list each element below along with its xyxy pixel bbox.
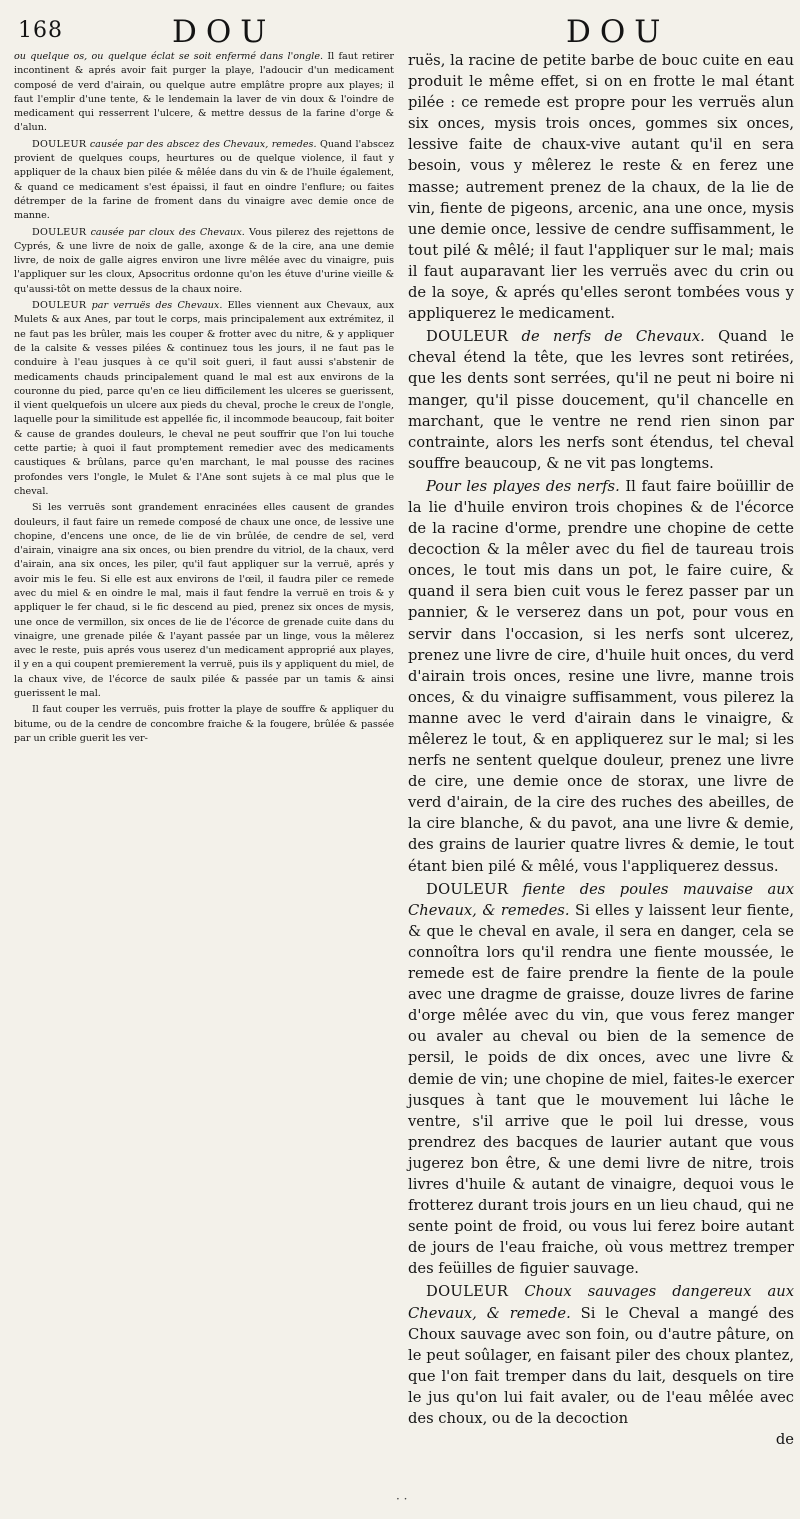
entry-heading: DOULEUR bbox=[426, 880, 509, 898]
paragraph-text: Il faut faire boüillir de la lie d'huile environ trois chopines & de l'écorce de la racine d'orme, prendre une chopine de cette decoction & la mêler avec du fiel de taureau trois onces, le tout mis dans un pot, le faire cuire, & quand il sera bien cuit vous le ferez passer par un pannier, & le verserez dans un pot, pour vous en servir dans l'occasion, si les nerfs sont ulcerez, prenez une livre de cire, d'huile huit onces, du verd d'airain trois onces, resine une livre, manne trois onces, & du vinaigre suffisamment, vous pilerez la manne avec le verd d'airain dans le vinaigre, & mêlerez le tout, & en appliquerez sur le mal; si les nerfs ne sentent quelque douleur, prenez une livre de cire, une demie once de storax, une livre de verd d'airain, de la cire des ruches des abeilles, de la cire blanche, & du pavot, ana une livre & demie, des grains de laurier quatre livres & demie, le tout étant bien pilé & mêlé, vous l'appliquerez dessus. bbox=[408, 477, 794, 875]
paragraph: Si les verruës sont grandement enracinées elles causent de grandes douleurs, il faut faire un remede composé de chaux une once, de lessive une chopine, d'encens une once, de lie de vin brûlée, de cendre de sel, verd d'airain, vinaigre ana six onces, ou bien prendre du vitriol, de la chaux, verd d'airain, ana six onces, les piler, qu'il faut appliquer sur la verruë, aprés y avoir mis le feu. Si elle est aux environs de l'œil, il faudra piler ce remede avec du miel & en oindre le mal, mais il faut fendre la verruë en trois & y appliquer le fer chaud, si le fic descend au pied, prenez six onces de mysis, une once de vermillon, six onces de lie de l'écorce de grenade cuite dans du vinaigre, une grenade pilée & l'ayant passée par un linge, vous la mêlerez avec le reste, puis aprés vous userez d'un medicament approprié aux playes, il y en a qui coupent premierement la verruë, puis ils y appliquent du miel, de la chaux vive, de l'écorce de saulx pilée & passée par un tamis & ainsi guerissent le mal. bbox=[14, 502, 394, 700]
paragraph bbox=[408, 476, 794, 877]
paragraph: Il faut couper les verruës, puis frotter la playe de souffre & appliquer du bitume, ou de la cendre de concombre fraiche & la fougere, brûlée & passée par un crible guerit les ver- bbox=[14, 704, 394, 744]
paragraph: ruës, la racine de petite barbe de bouc cuite en eau produit le même effet, si on en frotte le mal étant pilée : ce remede est propre pour les verruës alun six onces, mysis trois onces, gommes six onces, lessive faite de chaux-vive autant qu'il en sera besoin, vous y mêlerez le reste & en ferez une masse; autrement prenez de la chaux, de la lie de vin, fiente de pigeons, arcenic, ana une once, mysis une demie once, lessive de cendre suffisamment, le tout pilé & mêlé; il faut l'appliquer sur le mal; mais il faut auparavant lier les verruës avec du crin ou de la soye, & aprés qu'elles seront tombées vous y appliquerez le medicament. bbox=[408, 52, 794, 323]
entry-subheading: Choux sauvages dangereux aux Chevaux, & remede. bbox=[408, 1283, 794, 1322]
entry-text: Si le Cheval a mangé des Choux sauvage avec son foin, ou d'autre pâture, on le peut soûlager, en faisant piler des choux plantez, que l'on fait tremper dans du lait, desquels on tire le jus qu'on lui fait avaler, ou de l'eau mêlée avec des choux, ou de la decoction bbox=[408, 1304, 794, 1427]
entry-heading: DOULEUR bbox=[32, 300, 87, 312]
entry-subheading: de nerfs de Chevaux. bbox=[508, 328, 705, 346]
right-column bbox=[408, 50, 794, 1450]
text-columns bbox=[14, 50, 794, 1450]
running-head-right: DOU bbox=[566, 14, 670, 50]
entry-heading: DOULEUR bbox=[32, 226, 87, 238]
entry-paragraph bbox=[408, 879, 794, 1280]
entry-paragraph bbox=[14, 138, 394, 224]
catchword: de bbox=[775, 1431, 794, 1449]
entry-heading: DOULEUR bbox=[426, 1283, 509, 1301]
paragraph-lead: Pour les playes des nerfs. bbox=[426, 477, 620, 495]
entry-paragraph bbox=[408, 1281, 794, 1429]
entry-text: Quand l'abscez provient de quelques coups, heurtures ou de quelque violence, il faut y appliquer de la chaux bien pilée & mêlée dans du vin & de l'huile également, & quand ce medicament s'est épaissi, il faut en oindre l'enflure; ou faites détremper de la farine de froment dans du vinaigre avec demie once de manne. bbox=[14, 138, 395, 222]
entry-text: Quand le cheval étend la tête, que les levres sont retirées, que les dents sont serrées, qu'il ne peut ni boire ni manger, qu'il pisse doucement, qu'il chancelle en marchant, que le ventre ne rend rien sinon par contrainte, alors les nerfs sont étendus, tel cheval souffre beaucoup, & ne vit pas longtems. bbox=[408, 328, 794, 472]
entry-paragraph bbox=[14, 226, 394, 297]
entry-text: Vous pilerez des rejettons de Cyprés, & une livre de noix de galle, axonge & de la cire, ana une demie livre, de noix de galle aigres environ une livre mêlée avec du vinaigre, puis l'appliquer sur les cloux, Apsocritus ordonne qu'on les étuve d'urine vieille & qu'aussi-tôt on mette dessus de la chaux noire. bbox=[14, 226, 394, 295]
paragraph bbox=[14, 50, 394, 136]
left-column bbox=[14, 50, 394, 1450]
entry-paragraph bbox=[408, 326, 794, 474]
running-head-left: DOU bbox=[172, 14, 276, 50]
footer-mark: · · bbox=[396, 1492, 408, 1506]
entry-text: Si elles y laissent leur fiente, & que le cheval en avale, il sera en danger, cela se connoîtra lors qu'il rendra une fiente moussée, le remede est de faire prendre la fiente de la poule avec une dragme de graisse, douze livres de farine d'orge mêlée avec du vin, que vous ferez manger ou avaler au cheval ou bien de la semence de persil, le poids de dix onces, avec une livre & demie de vin; une chopine de miel, faites-le exercer jusques à tant que le mouvement lui lâche le ventre, s'il arrive que le poil lui dresse, vous prendrez des bacques de laurier autant que vous jugerez bon être, & une demi livre de nitre, trois livres d'huile & autant de vinaigre, dequoi vous le frotterez durant trois jours en un lieu chaud, qui ne sente point de froid, ou vous lui ferez boire autant de jours de l'eau fraiche, où vous mettrez tremper des feüilles de figuier sauvage. bbox=[408, 901, 795, 1278]
entry-heading: DOULEUR bbox=[32, 138, 87, 150]
entry-subheading: fiente des poules mauvaise aux Chevaux, & remedes. bbox=[408, 880, 794, 919]
page-number: 168 bbox=[18, 18, 63, 43]
paragraph-lead: ou quelque os, ou quelque éclat se soit enfermé dans l'ongle. bbox=[14, 51, 324, 62]
entry-subheading: causée par des abscez des Chevaux, remedes. bbox=[86, 138, 317, 150]
paragraph-text: Il faut retirer incontinent & aprés avoir fait purger la playe, l'adoucir d'un medicament composé de verd d'airain, ou quelque autre emplâtre propre aux playes; il faut l'emplir d'une tente, & le lendemain la laver de vin doux & l'oindre de medicament qui resserrent l'ulcere, & mettre dessus de la farine d'orge & d'alun. bbox=[14, 51, 394, 134]
entry-heading: DOULEUR bbox=[426, 328, 509, 346]
entry-subheading: par verruës des Chevaux. bbox=[86, 300, 223, 312]
entry-paragraph bbox=[14, 299, 394, 499]
page-header bbox=[14, 0, 794, 52]
entry-subheading: causée par cloux des Chevaux. bbox=[86, 226, 245, 238]
entry-text: Elles viennent aux Chevaux, aux Mulets & aux Anes, par tout le corps, mais principalement aux extrémitez, il ne faut pas les brûler, mais les couper & frotter avec du nitre, & y appliquer de la calsite & vesses pilées & continuez tous les jours, il ne faut pas le conduire à l'eau jusques à ce qu'il soit gueri, il faut aussi s'abstenir de medicaments chauds principalement quand le mal est aux environs de la couronne du pied, parce qu'en ce lieu difficilement les ulceres se guerissent, il vient quelquefois un ulcere aux pieds du cheval, proche le creux de l'ongle, laquelle pour la similitude est appellée fic, il incommode beaucoup, fait boiter & cause de grandes douleurs, le cheval ne peut souffrir que l'on lui touche cette partie; à quoi il faut promptement remedier avec des medicaments caustiques & brûlans, parce qu'en marchant, le mal pousse des racines profondes vers l'ongle, le Mulet & l'Ane sont sujets à ce mal plus que le cheval. bbox=[14, 300, 394, 497]
